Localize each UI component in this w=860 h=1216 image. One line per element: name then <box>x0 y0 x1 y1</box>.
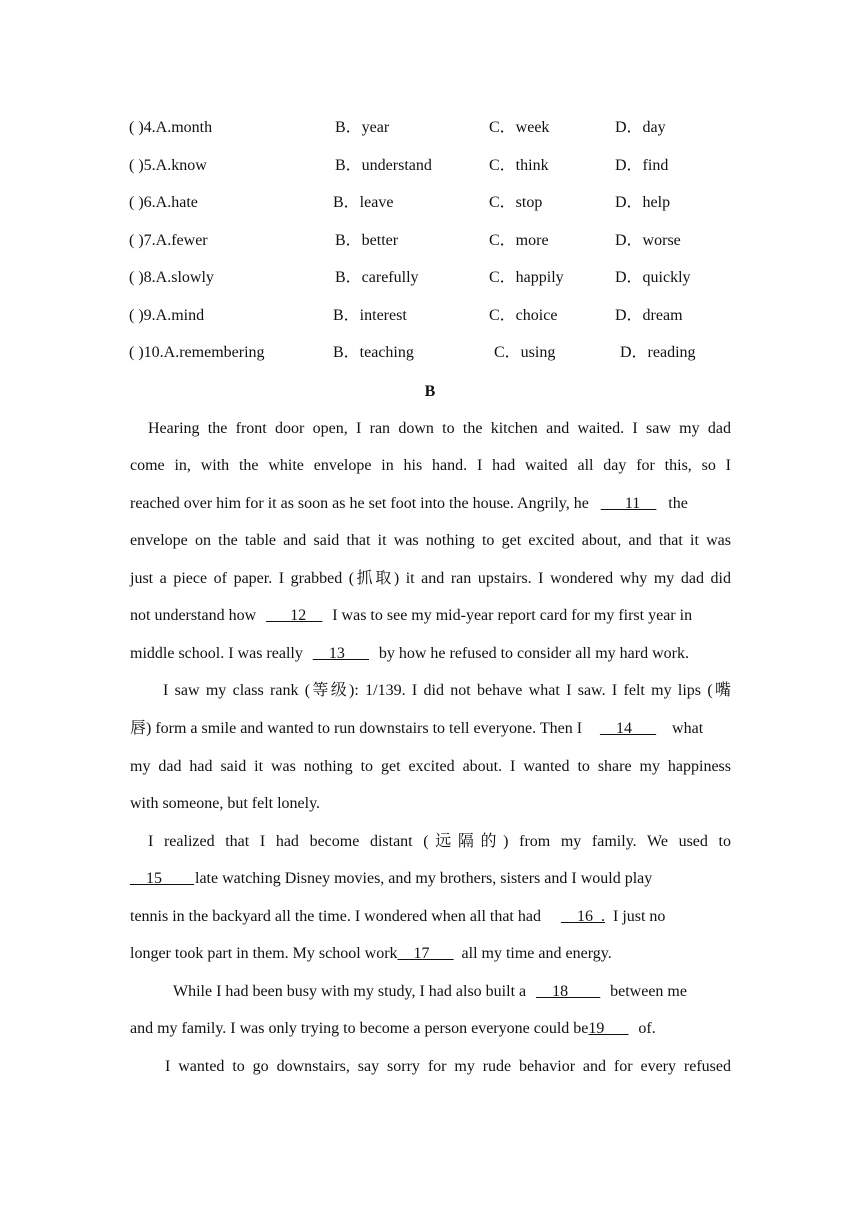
passage-text: and my family. I was only trying to become a person everyone could be <box>130 1020 589 1037</box>
passage-line: envelope on the table and said that it was nothing to get excited about, and that it was <box>130 532 731 549</box>
blank-19: 19___ <box>588 1020 629 1037</box>
passage-text: 唇) form a smile and wanted to run downstairs to tell everyone. Then I <box>130 720 583 737</box>
passage-text: tennis in the backyard all the time. I wondered when all that had <box>130 908 541 925</box>
passage-line: I saw my class rank (等级): 1/139. I did not behave what I saw. I felt my lips (嘴 <box>163 682 731 699</box>
option-d: D．find <box>615 157 669 174</box>
passage-text: reached over him for it as soon as he set foot into the house. Angrily, he <box>130 495 589 512</box>
option-b: B．understand <box>335 157 432 174</box>
blank-18: __18____ <box>536 983 601 1000</box>
blank-11: ___11__ <box>600 495 657 512</box>
passage-text: of. <box>638 1020 656 1037</box>
option-c: C．more <box>489 232 549 249</box>
blank-14: __14___ <box>600 720 657 737</box>
passage-line: with someone, but felt lonely. <box>130 795 321 812</box>
passage-line <box>130 1018 731 1040</box>
passage-line <box>130 906 731 928</box>
passage-text: the <box>668 495 688 512</box>
option-b: B．year <box>335 119 390 136</box>
blank-15: __15____ <box>130 870 194 887</box>
passage-line: Hearing the front door open, I ran down to the kitchen and waited. I saw my dad <box>148 420 731 437</box>
passage-text: longer took part in them. My school work <box>130 945 398 962</box>
option-c: C．happily <box>489 269 564 286</box>
passage-text: late watching Disney movies, and my brothers, sisters and I would play <box>195 870 653 887</box>
passage-text: middle school. I was really <box>130 645 303 662</box>
question-row <box>129 230 749 252</box>
passage-line: I realized that I had become distant (远隔的) from my family. We used to <box>148 833 731 850</box>
option-c: C．think <box>489 157 549 174</box>
passage-line <box>130 868 731 890</box>
question-row <box>129 267 749 289</box>
option-b: B．teaching <box>333 344 414 361</box>
passage-line <box>130 643 731 665</box>
option-d: D．quickly <box>615 269 691 286</box>
blank-16: __16_. <box>560 908 605 925</box>
question-option-a: ( )7.A.fewer <box>129 232 208 249</box>
passage-line <box>130 493 731 515</box>
passage-line <box>130 943 731 965</box>
passage-text: I was to see my mid-year report card for my first year in <box>332 607 693 624</box>
question-option-a: ( )10.A.remembering <box>129 344 265 361</box>
question-row <box>129 342 749 364</box>
passage-text: what <box>672 720 704 737</box>
option-b: B．carefully <box>335 269 419 286</box>
blank-12: ___12__ <box>266 607 323 624</box>
blank-13: __13___ <box>312 645 369 662</box>
option-c: C．stop <box>489 194 543 211</box>
question-option-a: ( )5.A.know <box>129 157 207 174</box>
passage-line: I wanted to go downstairs, say sorry for my rude behavior and for every refused <box>165 1058 731 1075</box>
option-d: D．help <box>615 194 671 211</box>
option-d: D．worse <box>615 232 681 249</box>
option-b: B．leave <box>333 194 394 211</box>
question-option-a: ( )8.A.slowly <box>129 269 214 286</box>
passage-line: come in, with the white envelope in his hand. I had waited all day for this, so I <box>130 457 731 474</box>
option-d: D．dream <box>615 307 683 324</box>
question-option-a: ( )4.A.month <box>129 119 213 136</box>
passage-text: not understand how <box>130 607 257 624</box>
passage-line <box>130 605 731 627</box>
passage-text: between me <box>610 983 687 1000</box>
option-c: C．choice <box>489 307 558 324</box>
option-d: D．day <box>615 119 666 136</box>
option-c: C．week <box>489 119 550 136</box>
passage-text: While I had been busy with my study, I had also built a <box>173 983 527 1000</box>
passage-line: just a piece of paper. I grabbed (抓取) it and ran upstairs. I wondered why my dad did <box>130 570 731 587</box>
option-d: D．reading <box>620 344 696 361</box>
passage-line <box>130 718 731 740</box>
passage-text: I just no <box>612 908 666 925</box>
question-row <box>129 305 749 327</box>
question-option-a: ( )6.A.hate <box>129 194 198 211</box>
option-b: B．interest <box>333 307 407 324</box>
passage-line: my dad had said it was nothing to get excited about. I wanted to share my happiness <box>130 758 731 775</box>
passage-text: all my time and energy. <box>461 945 612 962</box>
question-row <box>129 117 749 139</box>
option-b: B．better <box>335 232 399 249</box>
passage-text: by how he refused to consider all my hard work. <box>378 645 689 662</box>
blank-17: __17___ <box>397 945 454 962</box>
section-title: B <box>424 383 436 400</box>
question-row <box>129 192 749 214</box>
option-c: C．using <box>494 344 556 361</box>
question-option-a: ( )9.A.mind <box>129 307 205 324</box>
passage-line <box>173 981 731 1003</box>
question-row <box>129 155 749 177</box>
